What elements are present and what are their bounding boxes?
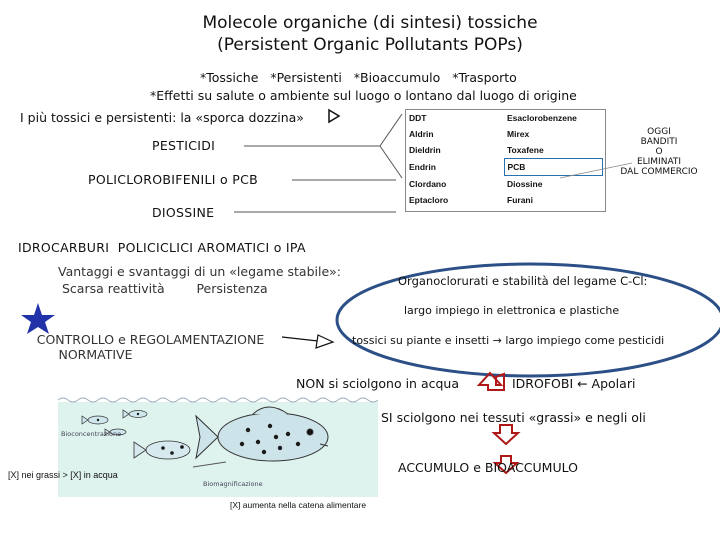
features-line1: *Tossiche *Persistenti *Bioaccumulo *Trasporto	[200, 70, 517, 85]
table-cell: Aldrin	[409, 129, 434, 139]
oval-line2: largo impiego in elettronica e plastiche	[404, 304, 620, 317]
oval-line3: tossici su piante e insetti → largo impiego come pesticidi	[352, 334, 665, 347]
table-cell: Dieldrin	[409, 145, 441, 156]
note-fat: [X] nei grassi > [X] in acqua	[8, 470, 118, 480]
biomagnificazione-label: Biomagnificazione	[203, 480, 263, 488]
hydrophobic-text: IDROFOBI ← Apolari	[512, 376, 636, 391]
control-text	[8, 332, 293, 362]
red-arrow-down-icon	[494, 425, 518, 444]
table-cell: Esaclorobenzene	[507, 113, 577, 123]
stable-bond-line1: Vantaggi e svantaggi di un «legame stabile»:	[58, 264, 342, 279]
table-cell: Diossine	[507, 179, 543, 189]
dirty-dozen-label: I più tossici e persistenti: la «sporca dozzina»	[20, 110, 304, 125]
table-cell: DDT	[409, 113, 427, 123]
banned-note	[614, 127, 704, 177]
category-pcb: POLICLOROBIFENILI o PCB	[88, 172, 259, 187]
table-cell: Furani	[507, 195, 533, 205]
table-cell: Mirex	[507, 129, 530, 139]
title-line1: Molecole organiche (di sintesi) tossiche	[202, 13, 538, 33]
control-arrow-icon	[316, 335, 333, 348]
bioconcentrazione-label: Bioconcentrazione	[61, 430, 122, 438]
banned-line: BANDITI	[640, 137, 678, 147]
pesticidi-connector	[244, 114, 402, 146]
oval-line1: Organoclorurati e stabilità del legame C-Cl:	[398, 274, 648, 288]
category-diossine: DIOSSINE	[152, 205, 215, 220]
table-cell: Toxafene	[507, 145, 544, 155]
figure-svg	[58, 392, 378, 497]
control-line1: CONTROLLO e REGOLAMENTAZIONE	[36, 332, 265, 347]
water-text: NON si sciolgono in acqua	[296, 376, 459, 391]
banned-line: OGGI	[647, 127, 671, 137]
bioaccumulation-figure	[58, 392, 378, 497]
accumulo-text: ACCUMULO e BIOACCUMULO	[398, 460, 578, 475]
dozen-arrow-icon	[329, 110, 339, 122]
note-chain: [X] aumenta nella catena alimentare	[230, 500, 367, 510]
fat-text: SI sciolgono nei tessuti «grassi» e negli oli	[381, 410, 646, 425]
star-icon	[21, 303, 55, 334]
table-cell-pcb: PCB	[504, 159, 602, 176]
title-line2: (Persistent Organic Pollutants POPs)	[217, 35, 523, 55]
banned-line: DAL COMMERCIO	[620, 167, 698, 177]
banned-line: ELIMINATI	[636, 157, 682, 167]
table-cell: Eptacloro	[409, 195, 449, 205]
stable-bond-line2: Scarsa reattività Persistenza	[62, 281, 268, 296]
category-pesticidi: PESTICIDI	[152, 138, 216, 153]
table-cell: Endrin	[409, 162, 436, 172]
control-line2: NORMATIVE	[58, 347, 133, 362]
banned-line: O	[655, 147, 663, 157]
table-cell: Clordano	[409, 178, 447, 189]
category-ipa: IDROCARBURI POLICICLICI AROMATICI o IPA	[18, 240, 306, 255]
features-line2: *Effetti su salute o ambiente sul luogo o lontano dal luogo di origine	[150, 88, 577, 103]
